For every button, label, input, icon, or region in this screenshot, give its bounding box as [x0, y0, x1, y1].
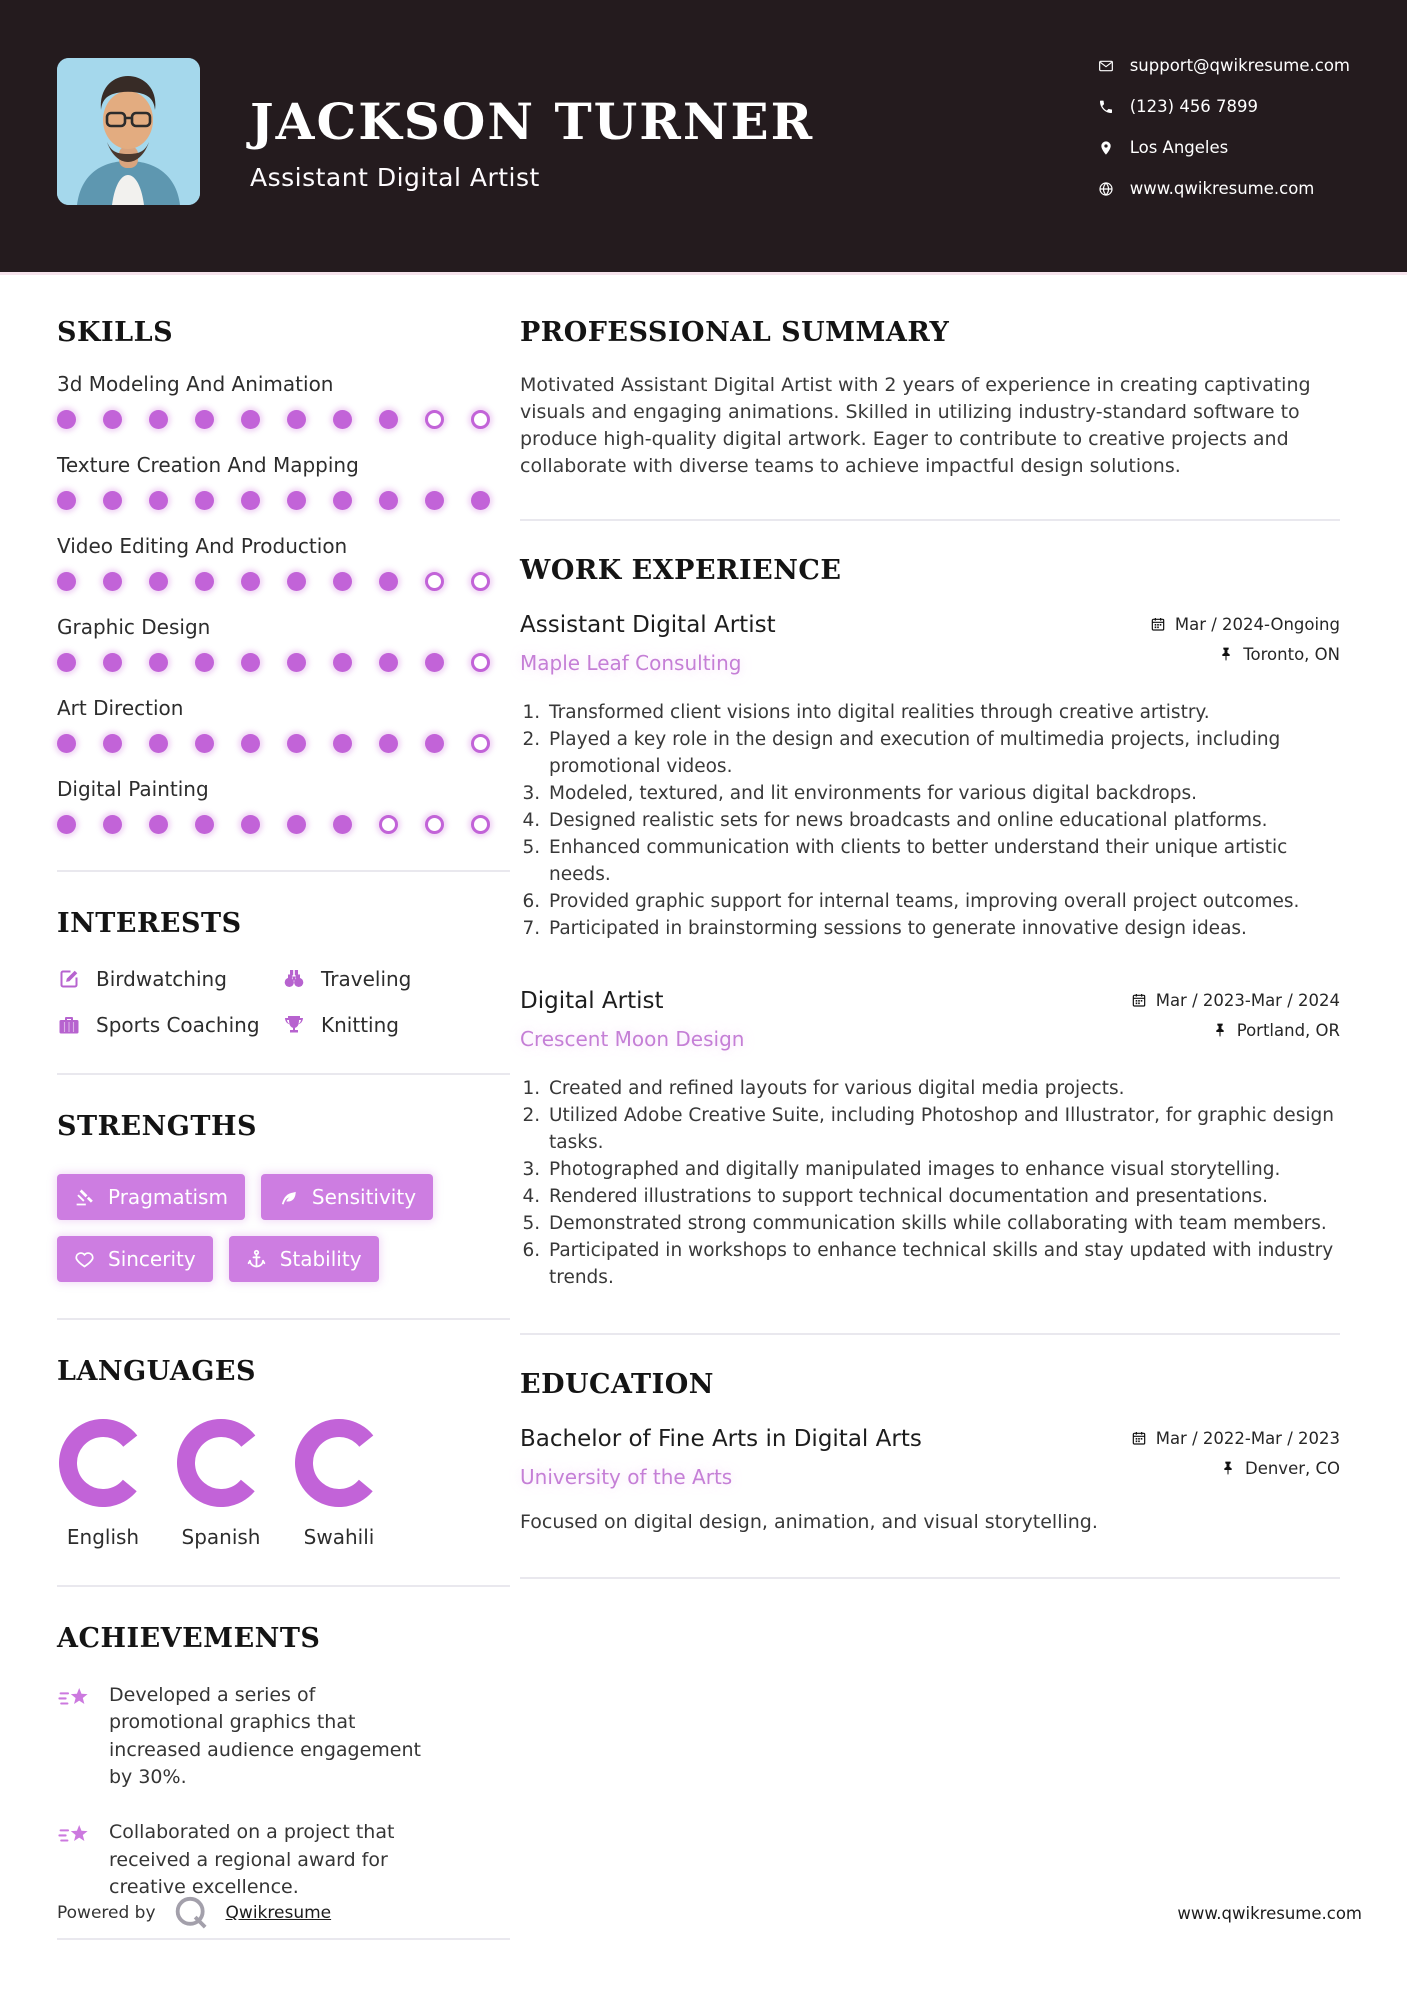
right-column — [520, 317, 1340, 1579]
skill-dot-filled — [241, 572, 260, 591]
job-bullet: 3. Photographed and digitally manipulated images to enhance visual storytelling. — [546, 1156, 1340, 1183]
interests-list — [57, 967, 412, 1037]
leaf-icon — [278, 1187, 299, 1208]
language-level-arc — [177, 1419, 265, 1507]
divider — [57, 1318, 510, 1320]
skill-dot-filled — [149, 734, 168, 753]
job-bullets — [520, 699, 1340, 942]
job-bullet: 1. Transformed client visions into digital realities through creative artistry. — [546, 699, 1340, 726]
skill-dot-filled — [57, 572, 76, 591]
skill-dot-filled — [471, 491, 490, 510]
skills-list — [57, 372, 402, 834]
divider — [57, 1073, 510, 1075]
job-date — [1150, 615, 1340, 634]
skill-dot-filled — [333, 653, 352, 672]
education-location-text: Denver, CO — [1244, 1458, 1340, 1478]
gavel-icon — [74, 1187, 95, 1208]
phone-icon — [1098, 99, 1114, 115]
interest-label: Traveling — [321, 967, 412, 991]
skill-dot-filled — [149, 491, 168, 510]
skill-dot-filled — [57, 410, 76, 429]
binoculars-icon — [282, 967, 306, 991]
education-heading: EDUCATION — [520, 1368, 714, 1400]
education-date-text: Mar / 2022-Mar / 2023 — [1155, 1428, 1340, 1448]
job-company: Maple Leaf Consulting — [520, 650, 742, 675]
experience-heading: WORK EXPERIENCE — [520, 554, 842, 586]
achievement-item — [57, 1682, 427, 1791]
skill-item — [57, 777, 402, 834]
skill-dot-filled — [57, 815, 76, 834]
interest-label: Birdwatching — [96, 967, 227, 991]
person-name: JACKSON TURNER — [250, 92, 815, 151]
interest-item — [57, 967, 282, 991]
job-date-text: Mar / 2023-Mar / 2024 — [1155, 990, 1340, 1010]
divider — [520, 1333, 1340, 1335]
skill-label: Graphic Design — [57, 615, 211, 639]
skill-dot-empty — [471, 410, 490, 429]
skill-dot-filled — [241, 653, 260, 672]
skill-dot-filled — [241, 410, 260, 429]
shooting-star-icon — [57, 1685, 93, 1715]
contact-text: www.qwikresume.com — [1129, 179, 1315, 198]
anchor-icon — [246, 1249, 267, 1270]
skill-rating-dots — [57, 410, 490, 429]
achievement-text: Developed a series of promotional graphics that increased audience engagement by 30%. — [109, 1684, 421, 1789]
job-bullet: 4. Rendered illustrations to support technical documentation and presentations. — [546, 1183, 1340, 1210]
skill-dot-filled — [287, 410, 306, 429]
strength-badge — [261, 1174, 433, 1220]
job-bullet: 7. Participated in brainstorming sessions to generate innovative design ideas. — [546, 915, 1340, 942]
job-bullet: 4. Designed realistic sets for news broadcasts and online educational platforms. — [546, 807, 1340, 834]
job-location — [1218, 645, 1340, 664]
strengths-list — [57, 1174, 457, 1282]
footer — [57, 1893, 1362, 1933]
job-title: Assistant Digital Artist — [520, 611, 776, 638]
calendar-icon — [1131, 1430, 1147, 1446]
skill-label: Digital Painting — [57, 777, 209, 801]
skill-rating-dots — [57, 653, 490, 672]
skill-dot-filled — [379, 410, 398, 429]
skill-dot-filled — [103, 734, 122, 753]
location-icon — [1098, 140, 1114, 156]
skill-dot-filled — [149, 410, 168, 429]
language-label: Swahili — [303, 1525, 375, 1549]
skill-dot-filled — [333, 491, 352, 510]
shooting-star-icon — [57, 1822, 93, 1852]
strength-label: Stability — [279, 1247, 362, 1271]
contact-text: Los Angeles — [1129, 138, 1229, 157]
skill-dot-filled — [241, 734, 260, 753]
skill-dot-filled — [287, 491, 306, 510]
interest-item — [57, 1013, 282, 1037]
skill-dot-filled — [333, 410, 352, 429]
skill-dot-filled — [149, 653, 168, 672]
summary-text: Motivated Assistant Digital Artist with 2 years of experience in creating captivating visuals and engaging animations. Skilled in utilizing industry-standard software to produce high-quality digital artwork. Eager to contribute to creative projects and collaborate with diverse teams to achieve impactful design solutions. — [520, 374, 1311, 478]
job-bullet: 2. Played a key role in the design and execution of multimedia projects, including promotional videos. — [546, 726, 1340, 780]
skill-dot-filled — [333, 815, 352, 834]
skill-dot-filled — [425, 734, 444, 753]
summary-heading: PROFESSIONAL SUMMARY — [520, 317, 950, 348]
job-location-text: Toronto, ON — [1243, 644, 1340, 664]
skill-dot-filled — [287, 734, 306, 753]
strengths-heading: STRENGTHS — [57, 1111, 257, 1142]
powered-by-text: Powered by — [57, 1903, 156, 1923]
skill-dot-empty — [471, 572, 490, 591]
contact-item[interactable] — [1098, 179, 1350, 198]
skill-dot-filled — [103, 815, 122, 834]
skill-dot-filled — [103, 653, 122, 672]
skill-label: Texture Creation And Mapping — [57, 453, 359, 477]
skill-label: Art Direction — [57, 696, 184, 720]
skill-dot-filled — [57, 653, 76, 672]
job-bullet: 6. Participated in workshops to enhance technical skills and stay updated with industry trends. — [546, 1237, 1340, 1291]
skill-item — [57, 453, 402, 510]
achievement-item — [57, 1819, 427, 1901]
skill-dot-filled — [195, 734, 214, 753]
identity-block — [250, 92, 814, 272]
job-bullet: 5. Demonstrated strong communication skills while collaborating with team members. — [546, 1210, 1340, 1237]
powered-by-block — [57, 1893, 331, 1933]
strength-label: Sensitivity — [311, 1185, 417, 1209]
skill-dot-empty — [379, 815, 398, 834]
skill-dot-empty — [471, 815, 490, 834]
briefcase-icon — [57, 1013, 81, 1037]
language-item — [57, 1419, 149, 1549]
job-title: Digital Artist — [520, 987, 664, 1014]
skill-dot-filled — [241, 491, 260, 510]
job-bullet: 2. Utilized Adobe Creative Suite, including Photoshop and Illustrator, for graphic design tasks. — [546, 1102, 1340, 1156]
skill-dot-filled — [379, 572, 398, 591]
skill-dot-filled — [195, 491, 214, 510]
pushpin-icon — [1218, 646, 1234, 662]
interest-item — [282, 1013, 411, 1037]
email-icon — [1098, 58, 1114, 74]
pen-square-icon — [57, 967, 81, 991]
skill-dot-filled — [379, 653, 398, 672]
languages-list — [57, 1419, 402, 1549]
person-title: Assistant Digital Artist — [250, 163, 540, 192]
job-bullet: 3. Modeled, textured, and lit environments for various digital backdrops. — [546, 780, 1340, 807]
job-entry — [520, 988, 1340, 1291]
skills-heading: SKILLS — [57, 317, 174, 348]
skill-item — [57, 696, 402, 753]
skill-dot-filled — [287, 653, 306, 672]
strength-label: Sincerity — [108, 1247, 196, 1271]
skill-dot-empty — [425, 410, 444, 429]
contact-text: (123) 456 7899 — [1129, 97, 1259, 116]
skill-dot-filled — [379, 491, 398, 510]
skill-label: 3d Modeling And Animation — [57, 372, 334, 396]
education-entry — [520, 1426, 1340, 1533]
calendar-icon — [1150, 616, 1166, 632]
skill-dot-filled — [57, 734, 76, 753]
left-column — [57, 317, 421, 1940]
skill-label: Video Editing And Production — [57, 534, 348, 558]
skill-dot-filled — [195, 572, 214, 591]
skill-dot-empty — [425, 815, 444, 834]
skill-dot-empty — [425, 572, 444, 591]
pushpin-icon — [1220, 1460, 1236, 1476]
degree-title: Bachelor of Fine Arts in Digital Arts — [520, 1425, 922, 1452]
skill-dot-filled — [103, 491, 122, 510]
skill-rating-dots — [57, 815, 490, 834]
trophy-icon — [282, 1013, 306, 1037]
footer-site-url: www.qwikresume.com — [1177, 1903, 1362, 1923]
pushpin-icon — [1212, 1022, 1228, 1038]
job-location-text: Portland, OR — [1236, 1020, 1340, 1040]
skill-dot-empty — [471, 653, 490, 672]
job-date — [1131, 991, 1340, 1010]
q-logo-icon — [171, 1893, 211, 1933]
education-date — [1131, 1429, 1340, 1448]
divider — [520, 519, 1340, 521]
skill-dot-filled — [287, 572, 306, 591]
job-company: Crescent Moon Design — [520, 1026, 745, 1051]
skill-item — [57, 372, 402, 429]
divider — [520, 1577, 1340, 1579]
job-location — [1212, 1021, 1340, 1040]
skill-dot-filled — [103, 410, 122, 429]
calendar-icon — [1131, 992, 1147, 1008]
contact-item[interactable] — [1098, 56, 1350, 75]
skill-item — [57, 534, 402, 591]
achievements-heading: ACHIEVEMENTS — [57, 1623, 321, 1654]
education-note: Focused on digital design, animation, and visual storytelling. — [520, 1510, 1098, 1533]
skill-dot-filled — [103, 572, 122, 591]
skill-rating-dots — [57, 491, 490, 510]
skill-dot-filled — [195, 410, 214, 429]
job-date-text: Mar / 2024-Ongoing — [1174, 614, 1340, 634]
interest-label: Sports Coaching — [96, 1013, 260, 1037]
contact-list — [1098, 56, 1350, 272]
profile-photo — [57, 58, 200, 205]
strength-label: Pragmatism — [108, 1185, 228, 1209]
skill-rating-dots — [57, 734, 490, 753]
jobs-list — [520, 612, 1340, 1291]
language-level-arc — [59, 1419, 147, 1507]
skill-rating-dots — [57, 572, 490, 591]
language-level-arc — [295, 1419, 383, 1507]
skill-dot-filled — [195, 653, 214, 672]
job-entry — [520, 612, 1340, 942]
divider — [57, 1585, 510, 1587]
divider — [57, 1938, 510, 1940]
skill-dot-filled — [57, 491, 76, 510]
interests-heading: INTERESTS — [57, 908, 242, 939]
contact-item[interactable] — [1098, 97, 1350, 116]
skill-dot-filled — [149, 815, 168, 834]
skill-dot-filled — [333, 734, 352, 753]
main-content — [0, 275, 1407, 1940]
contact-text: support@qwikresume.com — [1129, 56, 1350, 75]
education-location — [1220, 1459, 1340, 1478]
skill-dot-filled — [333, 572, 352, 591]
languages-heading: LANGUAGES — [57, 1356, 256, 1387]
strength-badge — [57, 1174, 245, 1220]
skill-dot-filled — [425, 653, 444, 672]
globe-icon — [1098, 181, 1114, 197]
interest-label: Knitting — [321, 1013, 399, 1037]
job-bullets — [520, 1075, 1340, 1291]
skill-dot-filled — [425, 491, 444, 510]
job-bullet: 6. Provided graphic support for internal teams, improving overall project outcomes. — [546, 888, 1340, 915]
strength-badge — [229, 1236, 379, 1282]
brand-link[interactable]: Qwikresume — [225, 1903, 332, 1923]
job-bullet: 1. Created and refined layouts for various digital media projects. — [546, 1075, 1340, 1102]
job-bullet: 5. Enhanced communication with clients to better understand their unique artistic needs. — [546, 834, 1340, 888]
achievements-list — [57, 1682, 421, 1902]
interest-item — [282, 967, 411, 991]
skill-dot-filled — [195, 815, 214, 834]
skill-dot-filled — [287, 815, 306, 834]
achievement-text: Collaborated on a project that received a regional award for creative excellence. — [109, 1821, 395, 1899]
skill-dot-filled — [149, 572, 168, 591]
heart-icon — [74, 1249, 95, 1270]
skill-dot-filled — [241, 815, 260, 834]
school-name: University of the Arts — [520, 1464, 733, 1489]
contact-item[interactable] — [1098, 138, 1350, 157]
language-item — [175, 1419, 267, 1549]
strength-badge — [57, 1236, 213, 1282]
language-label: Spanish — [181, 1525, 261, 1549]
header — [0, 0, 1407, 275]
profile-photo-illustration — [57, 58, 200, 205]
language-item — [293, 1419, 385, 1549]
divider — [57, 870, 510, 872]
skill-item — [57, 615, 402, 672]
skill-dot-filled — [379, 734, 398, 753]
skill-dot-empty — [471, 734, 490, 753]
language-label: English — [66, 1525, 140, 1549]
